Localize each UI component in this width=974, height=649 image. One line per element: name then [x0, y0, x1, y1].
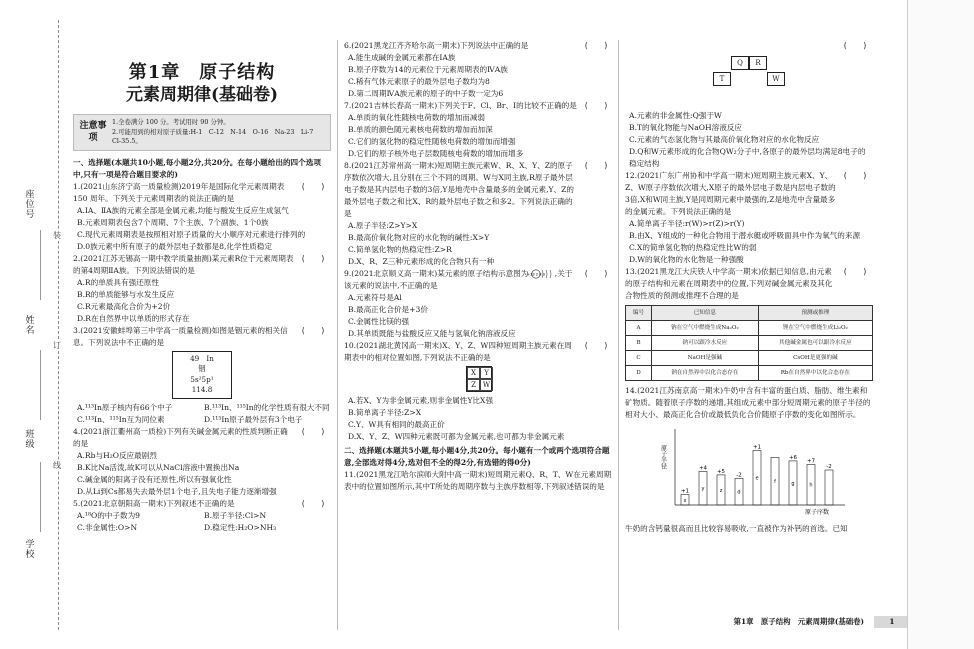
q11-stem: 11.(2021黑龙江哈尔滨师大附中高一期末)短周期元素Q、R、T、W在元素周期表中的位置如图所示,其中T所处的周期序数与主族序数相等,下列叙述错误的是 — [344, 470, 612, 491]
question-12 — [625, 170, 873, 266]
column-divider-2 — [618, 40, 619, 630]
question-4 — [73, 426, 331, 498]
q4-option-a: A.Rb与H₂O反应最剧烈 — [77, 450, 157, 460]
question-7 — [344, 100, 614, 160]
th-pred: 预测或推理 — [758, 306, 872, 321]
q4-option-b: B.K比Na活泼,故K可以从NaCl溶液中置换出Na — [77, 462, 240, 472]
q12-answer-blank[interactable]: ( ) — [842, 171, 868, 180]
question-3 — [73, 325, 331, 426]
question-13 — [625, 266, 873, 381]
row-pred: Rb在自然界中以化合态存在 — [758, 366, 872, 381]
cut-mark-1: 装 — [53, 231, 61, 240]
q7-stem: 7.(2021吉林长春高一期末)下列关于F、Cl、Br、I的比较不正确的是 — [344, 101, 577, 110]
column-3 — [625, 40, 873, 630]
q11-option-a: A.元素的非金属性:Q强于W — [629, 111, 722, 120]
bar-value-label: +7 — [806, 458, 816, 465]
q5-option-d: D.稳定性:H₂O>NH₃ — [204, 522, 277, 532]
q4-answer-blank[interactable]: ( ) — [300, 426, 326, 436]
class-line — [40, 462, 41, 532]
q3-answer-blank[interactable]: ( ) — [300, 325, 326, 335]
table-row — [626, 366, 873, 381]
bar-value-label: -2 — [736, 472, 742, 479]
q8-option-c: C.简单氢化物的热稳定性:Z>R — [348, 245, 452, 254]
question-6 — [344, 40, 614, 100]
q2-option-a: A.R的单质具有强还原性 — [77, 277, 159, 287]
name-line — [40, 350, 41, 420]
cell-t: T — [713, 72, 731, 86]
q10-answer-blank[interactable]: ( ) — [583, 341, 609, 350]
school-label: 学校 — [25, 540, 35, 560]
q2-option-d: D.R在自然界中以单质的形式存在 — [77, 313, 190, 323]
seat-line — [40, 230, 41, 300]
question-1 — [73, 181, 331, 253]
q12-option-d: D.W的氧化物的水化物是一种强酸 — [629, 255, 744, 264]
q10-option-c: C.Y、W具有相同的最高正价 — [348, 420, 445, 429]
q6-option-a: A.能生成碱的金属元素都在ⅠA族 — [348, 53, 456, 62]
x-axis-label: 原子序数 — [805, 509, 830, 516]
q5-option-b: B.原子半径:Cl>N — [204, 510, 267, 520]
bar-letter-label: z — [719, 487, 723, 494]
q2-stem: 2.(2021江苏无锡高一期中教学质量抽测)某元素R位于元素周期表的第4周期ⅡA族。下列说法错误的是 — [73, 253, 294, 275]
notice-box — [73, 114, 331, 151]
row-no: B — [626, 336, 652, 351]
atom-structure-diagram — [526, 268, 555, 280]
q10-stem: 10.(2021湖北黄冈高一期末)X、Y、Z、W四种短周期主族元素在周期表中的相对位置如图,下列说法不正确的是 — [344, 341, 572, 362]
notice-line-2: 2.可能用到的相对原子质量:H-1 C-12 N-14 O-16 Na-23 Li-7 Cl-35.5。 — [112, 127, 320, 145]
row-known: 钠可以跟冷水反应 — [652, 336, 759, 351]
q7-option-a: A.单质的氧化性随核电荷数的增加而减弱 — [348, 113, 485, 122]
bar-letter-label: f — [774, 479, 776, 486]
bar-letter-label: d — [737, 489, 741, 496]
atom-nucleus-label: +13 2 8 3 — [526, 272, 545, 277]
q3-stem: 3.(2021安徽蚌埠第三中学高一质量检测)如图是铟元素的相关信息。下列说法中不正确的是 — [73, 325, 288, 347]
table-row — [626, 351, 873, 366]
q5-stem: 5.(2021北京朝阳高一期末)下列叙述不正确的是 — [73, 498, 235, 508]
q11-option-d: D.Q和W元素形成的化合物QW₂分子中,各原子的最外层均满足8电子的稳定结构 — [629, 147, 866, 168]
q7-answer-blank[interactable]: ( ) — [583, 101, 609, 110]
q9-option-b: B.最高正化合价是+3价 — [348, 305, 428, 314]
column-1 — [73, 40, 331, 640]
notice-tag: 注意事项 — [79, 121, 107, 143]
table-row — [626, 321, 873, 336]
q4-option-d: D.从Li到Cs都易失去最外层1个电子,且失电子能力逐渐增强 — [77, 486, 277, 496]
q8-option-d: D.X、R、Z三种元素形成的化合物只有一种 — [348, 257, 495, 266]
q5-option-a: A.¹⁸O的中子数为9 — [77, 510, 141, 520]
q6-stem: 6.(2021黑龙江齐齐哈尔高一期末)下列说法中正确的是 — [344, 41, 529, 50]
page-footer — [718, 616, 910, 628]
cell-w: W — [767, 72, 785, 86]
exam-subtitle: 元素周期律(基础卷) — [125, 85, 279, 105]
q9-stem: 9.(2021北京顺义高一期末)某元素的原子结构示意图为 — [344, 269, 529, 278]
card-mass: 114.8 — [191, 385, 213, 394]
bar-letter-label: x — [683, 497, 687, 504]
indium-element-card — [172, 351, 232, 399]
q4-stem: 4.(2021浙江衢州高一质检)下列有关碱金属元素的性质判断正确的是 — [73, 426, 288, 448]
bar-value-label: +6 — [788, 454, 798, 461]
table-row — [626, 336, 873, 351]
question-9 — [344, 268, 614, 340]
q9-option-c: C.金属性比镁的强 — [348, 317, 410, 326]
q11-option-c: C.元素的气态氢化物与其最高价氧化物对应的水化物反应 — [629, 135, 820, 144]
q6-option-c: C.稀有气体元素原子的最外层电子数均为8 — [348, 77, 490, 86]
q12-stem: 12.(2021广东广州协和中学高一期末)短周期主族元素X、Y、Z、W原子序数依次增大,X原子的最外层电子数是内层电子数的3倍,X和W同主族,Y是同周期元素中最强的,Z是地壳中含量最多的金属元素。下列说法正确的是 — [625, 171, 836, 216]
page-number: 1 — [874, 616, 910, 628]
footer-title: 第1章 原子结构 元素周期律(基础卷) — [733, 617, 864, 626]
binding-margin — [0, 0, 70, 649]
q1-option-a: A.ⅠA、ⅡA族的元素全部是金属元素,均能与酸发生反应生成氢气 — [77, 205, 289, 215]
q12-option-b: B.由X、Y组成的一种化合物用于潜水艇或呼吸面具中作为氧气的来源 — [629, 231, 861, 240]
q9-stem-tail: ,关于该元素的说法中,不正确的是 — [344, 269, 573, 290]
q12-option-c: C.X的简单氢化物的热稳定性比W的弱 — [629, 243, 757, 252]
q8-option-a: A.原子半径:Z>Y>X — [348, 221, 418, 230]
row-known: 钠在自然界中以化合态存在 — [652, 366, 759, 381]
q11-option-b: B.T的氧化物能与NaOH溶液反应 — [629, 123, 743, 132]
notice-line-1: 1.全卷满分 100 分。考试用时 90 分钟。 — [112, 118, 230, 126]
q13-answer-blank[interactable]: ( ) — [842, 267, 868, 276]
q1-option-b: B.元素周期表包含7个周期、7个主族、7个副族、1个0族 — [77, 217, 269, 227]
cut-line — [58, 20, 59, 630]
q10-option-b: B.简单离子半径:Z>X — [348, 408, 422, 417]
q5-answer-blank[interactable]: ( ) — [300, 498, 326, 508]
q12-option-a: A.简单离子半径:r(W)>r(Z)>r(Y) — [629, 219, 745, 228]
q10-option-d: D.X、Y、Z、W四种元素既可都为金属元素,也可都为非金属元素 — [348, 432, 565, 441]
q6-answer-blank[interactable]: ( ) — [583, 41, 609, 50]
table-header-row — [626, 306, 873, 321]
q6-option-d: D.第二周期ⅣA族元素的原子的中子数一定为6 — [348, 89, 504, 98]
q11-answer-blank[interactable]: ( ) — [842, 41, 868, 50]
q3-option-d: D.¹¹⁵In原子最外层有3个电子 — [204, 414, 303, 424]
cell-q: Q — [731, 56, 749, 70]
bar-value-label: +5 — [716, 468, 726, 475]
q3-option-b: B.¹¹³In、¹¹⁵In的化学性质有很大不同 — [204, 402, 330, 412]
card-number: 49 In — [190, 353, 214, 363]
bar-value-label: +4 — [698, 465, 708, 472]
chapter-title: 第1章 原子结构 — [128, 62, 276, 83]
name-label: 姓名 — [25, 316, 35, 336]
q3-option-c: C.¹¹³In、¹¹⁵In互为同位素 — [77, 414, 165, 424]
q7-option-d: D.它们的原子核外电子层数随核电荷数的增加而增多 — [348, 149, 524, 158]
q10-option-a: A.若X、Y为非金属元素,则非金属性Y比X强 — [348, 396, 494, 405]
q13-table — [625, 305, 873, 381]
q7-option-c: C.它们的氢化物的稳定性随核电荷数的增加而增强 — [348, 137, 516, 146]
cell-z: Z — [467, 379, 480, 391]
bar-letter-label: h — [809, 482, 813, 489]
q9-option-a: A.元素符号是Al — [348, 293, 402, 302]
q1-option-c: C.现代元素周期表是按照相对原子质量的大小顺序对元素进行排列的 — [77, 229, 306, 239]
q4-option-c: C.碱金属的阳离子没有还原性,所以有强氧化性 — [77, 474, 232, 484]
row-no: D — [626, 366, 652, 381]
cell-r: R — [749, 56, 767, 70]
qrtw-position-grid — [704, 56, 794, 104]
q2-answer-blank[interactable]: ( ) — [300, 253, 326, 263]
question-14 — [625, 385, 873, 535]
chart-bar — [825, 470, 833, 505]
q8-option-b: B.最高价氧化物对应的水化物的碱性:X>Y — [348, 233, 490, 242]
atomic-radius-chart — [655, 425, 855, 515]
q1-answer-blank[interactable]: ( ) — [300, 181, 326, 191]
row-no: C — [626, 351, 652, 366]
q1-option-d: D.0族元素中所有原子的最外层电子数都是8,化学性质稳定 — [77, 241, 272, 251]
section-2-head: 二、选择题(本题共5小题,每小题4分,共20分。每小题有一个或两个选项符合题意,全部选对得4分,选对但不全的得2分,有选错的得0分) — [344, 446, 610, 467]
q9-option-d: D.其单质既能与盐酸反应又能与氢氧化钠溶液反应 — [348, 329, 516, 338]
bar-letter-label: g — [791, 480, 795, 487]
question-5 — [73, 498, 331, 534]
bar-letter-label: y — [701, 486, 705, 493]
next-page-edge — [907, 0, 974, 649]
bar-value-label: +1 — [752, 444, 762, 451]
q1-stem: 1.(2021山东济宁高一质量检测)2019年是国际化学元素周期表 150 周年。下列关于元素周期表的说法正确的是 — [73, 181, 285, 203]
q14-stem: 14.(2021江苏南京高一期末)牛奶中含有丰富的蛋白质、脂肪、维生素和矿物质。随着原子序数的递增,其组成元素中部分短周期元素的原子半径的相对大小、最高正化合价或最低负化合价随原子序数的变化如图所示。 — [625, 386, 871, 419]
class-label: 班级 — [25, 430, 35, 450]
card-config: 5s²5p¹ — [190, 374, 214, 384]
q14-tail: 牛奶的含钙量很高而且比较容易吸收,一直被作为补钙的首选。已知 — [625, 524, 848, 533]
bar-letter-label: e — [755, 475, 759, 482]
row-known: 钠在空气中燃烧生成Na₂O₂ — [652, 321, 759, 336]
q2-option-b: B.R的单质能够与水发生反应 — [77, 289, 175, 299]
column-2 — [344, 40, 614, 640]
seat-label: 座位号 — [25, 190, 35, 220]
q5-option-c: C.非金属性:O>N — [77, 522, 138, 532]
q7-option-b: B.单质的颜色随元素核电荷数的增加而加深 — [348, 125, 493, 134]
q3-option-a: A.¹¹³In原子核内有66个中子 — [77, 402, 173, 412]
column-divider-1 — [337, 40, 338, 630]
row-pred: 锂在空气中燃烧生成Li₂O₂ — [758, 321, 872, 336]
row-pred: 其他碱金属也可以跟冷水反应 — [758, 336, 872, 351]
q9-answer-blank[interactable]: ( ) — [583, 269, 609, 278]
question-10 — [344, 340, 614, 443]
bar-value-label: +1 — [680, 488, 690, 495]
cell-x: X — [467, 367, 480, 379]
row-no: A — [626, 321, 652, 336]
q8-stem: 8.(2021江苏常州高一期末)短周期主族元素W、R、X、Y、Z的原子序数依次增大,且分别在三个不同的周期。W与X同主族,R原子最外层电子数是其内层电子数的3倍,Y是地壳中含量最多的金属元素,Y、Z的最外层电子数之和比X、R的最外层电子数之和多2。下列说法正确的是 — [344, 161, 574, 218]
cell-y: Y — [480, 367, 493, 379]
th-known: 已知信息 — [652, 306, 759, 321]
section-1-head: 一、选择题(本题共10小题,每小题2分,共20分。在每小题给出的四个选项中,只有一项是符合题目要求的) — [73, 157, 321, 179]
q6-option-b: B.原子序数为14的元素位于元素周期表的ⅣA族 — [348, 65, 508, 74]
bars-layer — [681, 444, 833, 505]
question-11-start — [344, 469, 614, 493]
q8-answer-blank[interactable]: ( ) — [583, 161, 609, 170]
question-8 — [344, 160, 614, 268]
cell-w: W — [480, 379, 493, 391]
th-no: 编号 — [626, 306, 652, 321]
row-pred: CsOH是更强的碱 — [758, 351, 872, 366]
cut-mark-2: 订 — [53, 341, 61, 350]
question-2 — [73, 253, 331, 325]
card-name: 铟 — [198, 364, 206, 373]
q13-stem: 13.(2021黑龙江大庆铁人中学高一期末)依据已知信息,由元素的原子结构和元素在周期表中的位置,下列对碱金属元素及其化合物性质的预测或推理不合理的是 — [625, 267, 833, 300]
q2-option-c: C.R元素最高化合价为+2价 — [77, 301, 171, 311]
bar-value-label: -2 — [826, 464, 832, 470]
xyzw-position-grid — [466, 366, 492, 392]
y-axis-label: 原子半径 — [659, 445, 667, 469]
row-known: NaOH是强碱 — [652, 351, 759, 366]
cut-mark-3: 线 — [53, 461, 61, 470]
notice-body — [108, 118, 326, 147]
